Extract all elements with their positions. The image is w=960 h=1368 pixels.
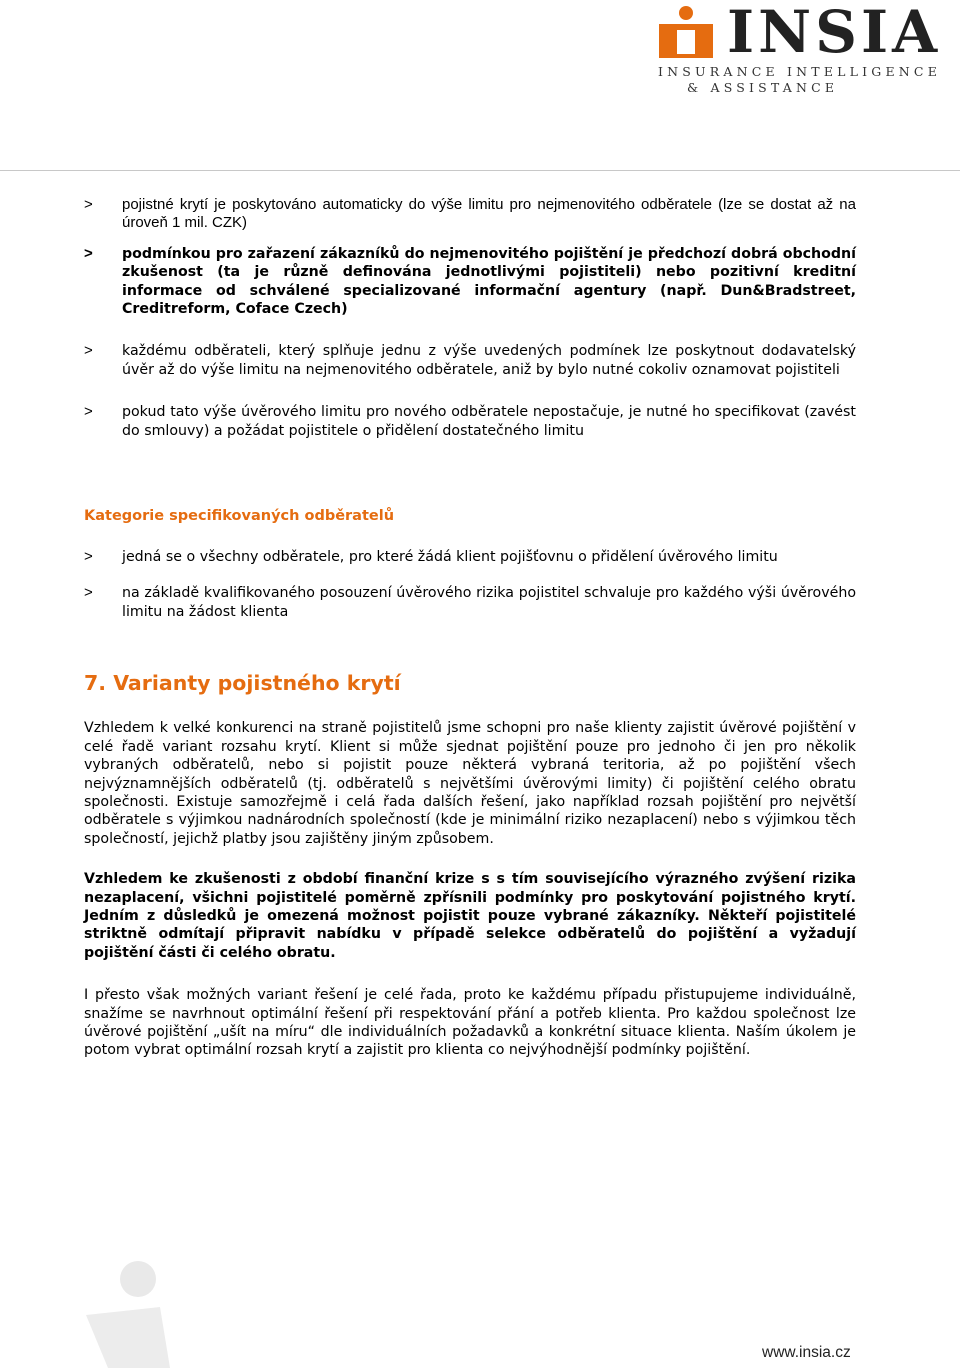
logo-tagline-line1: INSURANCE INTELLIGENCE [658, 64, 942, 79]
bullet-marker: > [84, 244, 93, 262]
bullet-marker: > [84, 403, 93, 421]
bullet-marker: > [84, 584, 93, 602]
bullet-item [84, 245, 856, 319]
bullet-text: jedná se o všechny odběratele, pro které žádá klient pojišťovnu o přidělení úvěrového limitu [122, 549, 778, 566]
bullet-text: na základě kvalifikovaného posouzení úvěrového rizika pojistitel schvaluje pro každého výši úvěrového limitu na žádost klienta [122, 585, 856, 620]
insia-logo [655, 0, 942, 95]
bullet-text: podmínkou pro zařazení zákazníků do nejmenovitého pojištění je předchozí dobrá obchodní zkušenost (ta je různě definována jednotlivými pojistiteli) nebo pozitivní kreditní informace od schválené specializované informační agentury (např. Dun&Bradstreet, Creditreform, Coface Czech) [122, 245, 856, 318]
bullet-text: pojistné krytí je poskytováno automaticky do výše limitu pro nejmenovitého odběratele (lze se dostat až na úroveň 1 mil. CZK) [122, 196, 856, 232]
section-heading: 7. Varianty pojistného krytí [84, 671, 401, 696]
bullet-item [84, 196, 856, 233]
document-body [84, 196, 856, 1060]
grey-i-watermark-icon [78, 1255, 198, 1368]
category-heading: Kategorie specifikovaných odběratelů [84, 508, 395, 525]
bullet-marker: > [84, 548, 93, 566]
bullet-item [84, 342, 856, 379]
bullet-marker: > [84, 196, 93, 213]
bullet-marker: > [84, 342, 93, 360]
paragraph: I přesto však možných variant řešení je celé řada, proto ke každému případu přistupujeme individuálně, snažíme se navrhnout optimální řešení při respektování přání a potřeb klienta. Pro každou společnost lze úvěrové pojištění „ušít na míru“ dle individuálních požadavků a konkrétní situace klienta. Naším úkolem je potom vybrat optimální rozsah krytí a zajistit pro klienta co nejvýhodnější podmínky pojištění. [84, 987, 856, 1059]
bullet-item [84, 403, 856, 440]
bullet-text: pokud tato výše úvěrového limitu pro nového odběratele nepostačuje, je nutné ho specifikovat (zavést do smlouvy) a požádat pojistitele o přidělení dostatečného limitu [122, 404, 856, 439]
orange-i-logo-icon [655, 4, 717, 60]
bullet-item [84, 548, 856, 566]
header-divider [0, 170, 960, 171]
footer-url[interactable]: www.insia.cz [762, 1344, 851, 1361]
paragraph: Vzhledem k velké konkurenci na straně pojistitelů jsme schopni pro naše klienty zajistit úvěrové pojištění v celé řadě variant rozsahu krytí. Klient si může sjednat pojištění pouze pro jednoho či jen pro několik vybraných odběratelů, nebo si pojistit pouze některá vybraná teritoria, až po pojištění všech nejvýznamnějších odběratelů (tj. odběratelů s největšími úvěrovými limity) či pojištění celého obratu společnosti. Existuje samozřejmě i celá řada dalších řešení, jako například rozsah pojištění pro největší odběratele s výjimkou nadnárodních společností (kde je minimální riziko nezaplacení) nebo s výjimkou těch společností, jejichž platby jsou zajištěny jiným způsobem. [84, 720, 856, 847]
paragraph-bold: Vzhledem ke zkušenosti z období finanční krize s s tím souvisejícího výrazného zvýšení rizika nezaplacení, všichni pojistitelé poměrně zpřísnili podmínky pro poskytování pojistného krytí. Jedním z důsledků je omezená možnost pojistit pouze vybrané zákazníky. Někteří pojistitelé striktně odmítají připravit nabídku v případě selekce odběratelů do pojištění a vyžadují pojištění části či celého obratu. [84, 871, 856, 961]
bullet-item [84, 584, 856, 621]
logo-name: INSIA [727, 0, 942, 66]
bullet-text: každému odběrateli, který splňuje jednu z výše uvedených podmínek lze poskytnout dodavatelský úvěr až do výše limitu na nejmenovitého odběratele, aniž by bylo nutné cokoliv oznamovat pojistiteli [122, 343, 856, 378]
logo-tagline-line2: & ASSISTANCE [687, 80, 839, 95]
